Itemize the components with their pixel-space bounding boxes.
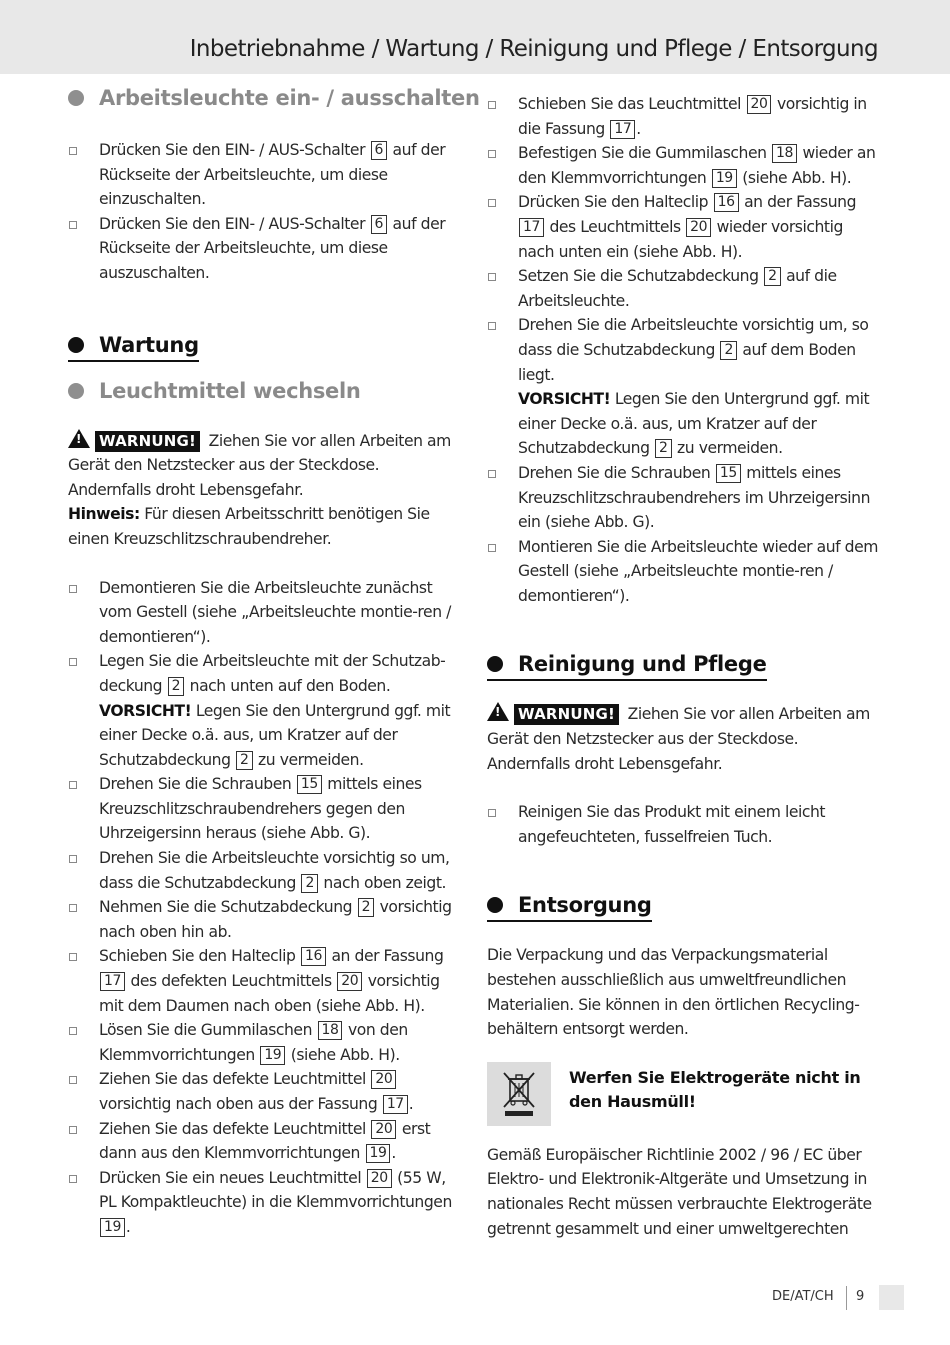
page-number: 9 [856, 1289, 865, 1304]
list-item: Drehen Sie die Schrauben 15 mittels eines Kreuzschlitzschraubendrehers im Uhrzeigersinn ein (siehe Abb. G). [487, 461, 882, 535]
warning-triangle-icon [487, 702, 509, 721]
right-column [487, 92, 882, 1241]
bullet-dot-icon [68, 337, 84, 353]
checkbox-icon [69, 953, 77, 961]
warning-block [487, 702, 882, 776]
list-item: Ziehen Sie das defekte Leuchtmittel 20 vorsichtig nach oben aus der Fassung 17 . [68, 1067, 463, 1116]
warning-text: Ziehen Sie vor allen Arbeiten am Gerät den Netzstecker aus der Steckdose. Andernfalls droht Lebensgefahr. [487, 705, 870, 773]
checkbox-icon [69, 1076, 77, 1084]
caution-note: VORSICHT! Legen Sie den Untergrund ggf. mit einer Decke o.ä. aus, um Kratzer auf der Schutzabdeckung 2 zu vermeiden. [99, 701, 451, 769]
list-item: Drehen Sie die Schrauben 15 mittels eines Kreuzschlitzschraubendrehers gegen den Uhrzeigersinn heraus (siehe Abb. G). [68, 772, 463, 846]
checkbox-icon [488, 101, 496, 109]
checkbox-icon [69, 1175, 77, 1183]
list-item: Nehmen Sie die Schutzabdeckung 2 vorsichtig nach oben hin ab. [68, 895, 463, 944]
warning-block [68, 429, 463, 503]
list-item: Ziehen Sie das defekte Leuchtmittel 20 erst dann aus den Klemmvorrichtungen 19 . [68, 1117, 463, 1166]
list-item: Schieben Sie den Halteclip 16 an der Fassung 17 des defekten Leuchtmittels 20 vorsichtig mit dem Daumen nach oben (siehe Abb. H). [68, 944, 463, 1018]
heading-maintenance-text: Wartung [99, 332, 199, 357]
hint-text: Für diesen Arbeitsschritt benötigen Sie einen Kreuzschlitzschraubendreher. [68, 505, 430, 548]
left-column [68, 86, 480, 1240]
bullet-dot-icon [487, 897, 503, 913]
checkbox-icon [488, 809, 496, 817]
disposal-text: Die Verpackung und das Verpackungsmaterial bestehen ausschließlich aus umweltfreundlichen Materialien. Sie können in den örtlichen Recycling-behältern entsorgt werden. [487, 946, 860, 1039]
checkbox-icon [69, 585, 77, 593]
heading-cleaning-text: Reinigung und Pflege [518, 652, 767, 677]
list-item: Drücken Sie den EIN- / AUS-Schalter 6 auf der Rückseite der Arbeitsleuchte, um diese einzuschalten. [68, 138, 463, 212]
checkbox-icon [488, 322, 496, 330]
weee-warning-text: Werfen Sie Elektrogeräte nicht in den Hausmüll! [569, 1067, 861, 1112]
footer-tab [879, 1285, 904, 1310]
list-item: Schieben Sie das Leuchtmittel 20 vorsichtig in die Fassung 17 . [487, 92, 882, 141]
heading-switch-text: Arbeitsleuchte ein- / ausschalten [99, 86, 480, 110]
lamp-steps-list [68, 576, 463, 1240]
checkbox-icon [69, 221, 77, 229]
warning-label: WARNUNG! [95, 431, 200, 452]
heading-lamp-change-text: Leuchtmittel wechseln [99, 378, 361, 403]
bullet-dot-icon [68, 90, 84, 106]
list-item: Befestigen Sie die Gummilaschen 18 wieder an den Klemmvorrichtungen 19 (siehe Abb. H). [487, 141, 882, 190]
list-item: Drehen Sie die Arbeitsleuchte vorsichtig so um, dass die Schutzabdeckung 2 nach oben zeigt. [68, 846, 463, 895]
checkbox-icon [69, 1126, 77, 1134]
hint-label: Hinweis: [68, 505, 140, 524]
bullet-dot-icon [68, 383, 84, 399]
list-item: Montieren Sie die Arbeitsleuchte wieder auf dem Gestell (siehe „Arbeitsleuchte montie-ren / demontieren“). [487, 535, 882, 609]
crossed-out-bin-icon [487, 1062, 551, 1126]
checkbox-icon [69, 1027, 77, 1035]
checkbox-icon [488, 544, 496, 552]
list-item: Drücken Sie den EIN- / AUS-Schalter 6 auf der Rückseite der Arbeitsleuchte, um diese auszuschalten. [68, 212, 463, 286]
list-item: Drehen Sie die Arbeitsleuchte vorsichtig um, so dass die Schutzabdeckung 2 auf dem Boden liegt. [487, 313, 882, 387]
caution-note: VORSICHT! Legen Sie den Untergrund ggf. mit einer Decke o.ä. aus, um Kratzer auf der Schutzabdeckung 2 zu vermeiden. [518, 390, 870, 458]
list-item: Lösen Sie die Gummilaschen 18 von den Klemmvorrichtungen 19 (siehe Abb. H). [68, 1018, 463, 1067]
checkbox-icon [69, 658, 77, 666]
heading-cleaning [487, 652, 767, 681]
list-item: Demontieren Sie die Arbeitsleuchte zunächst vom Gestell (siehe „Arbeitsleuchte montie-ren / demontieren“). [68, 576, 463, 650]
cleaning-list [487, 800, 882, 849]
list-item: Setzen Sie die Schutzabdeckung 2 auf die Arbeitsleuchte. [487, 264, 882, 313]
checkbox-icon [69, 147, 77, 155]
checkbox-icon [69, 781, 77, 789]
heading-lamp-change [68, 379, 463, 403]
checkbox-icon [488, 273, 496, 281]
directive-text: Gemäß Europäischer Richtlinie 2002 / 96 / EC über Elektro- und Elektronik-Altgeräte und Umsetzung in nationales Recht müssen verbrauchte Elektrogeräte getrennt gesammelt und einer umweltgerechten [487, 1145, 872, 1238]
heading-maintenance [68, 333, 199, 362]
list-item: Drücken Sie ein neues Leuchtmittel 20 (55 W, PL Kompaktleuchte) in die Klemmvorrichtungen 19 . [68, 1166, 463, 1240]
checkbox-icon [488, 150, 496, 158]
checkbox-icon [69, 855, 77, 863]
footer-divider [846, 1286, 847, 1310]
warning-triangle-icon [68, 429, 90, 448]
bullet-dot-icon [487, 656, 503, 672]
hint-block [68, 502, 463, 551]
checkbox-icon [488, 199, 496, 207]
heading-switch [68, 86, 480, 110]
checkbox-icon [488, 470, 496, 478]
list-item: Drücken Sie den Halteclip 16 an der Fassung 17 des Leuchtmittels 20 wieder vorsichtig nach unten ein (siehe Abb. H). [487, 190, 882, 264]
warning-text: Ziehen Sie vor allen Arbeiten am Gerät den Netzstecker aus der Steckdose. Andernfalls droht Lebensgefahr. [68, 431, 451, 499]
heading-disposal [487, 893, 652, 922]
list-item: Legen Sie die Arbeitsleuchte mit der Schutzab-deckung 2 nach unten auf den Boden. [68, 649, 463, 698]
switch-list [68, 138, 463, 286]
list-item: Reinigen Sie das Produkt mit einem leicht angefeuchteten, fusselfreien Tuch. [487, 800, 882, 849]
checkbox-icon [69, 904, 77, 912]
warning-label: WARNUNG! [514, 704, 619, 725]
weee-notice [487, 1062, 882, 1126]
page-title: Inbetriebnahme / Wartung / Reinigung und Pflege / Entsorgung [189, 36, 878, 62]
lamp-steps-list-continued [487, 92, 882, 608]
heading-disposal-text: Entsorgung [518, 893, 652, 918]
country-codes: DE/AT/CH [772, 1289, 834, 1304]
